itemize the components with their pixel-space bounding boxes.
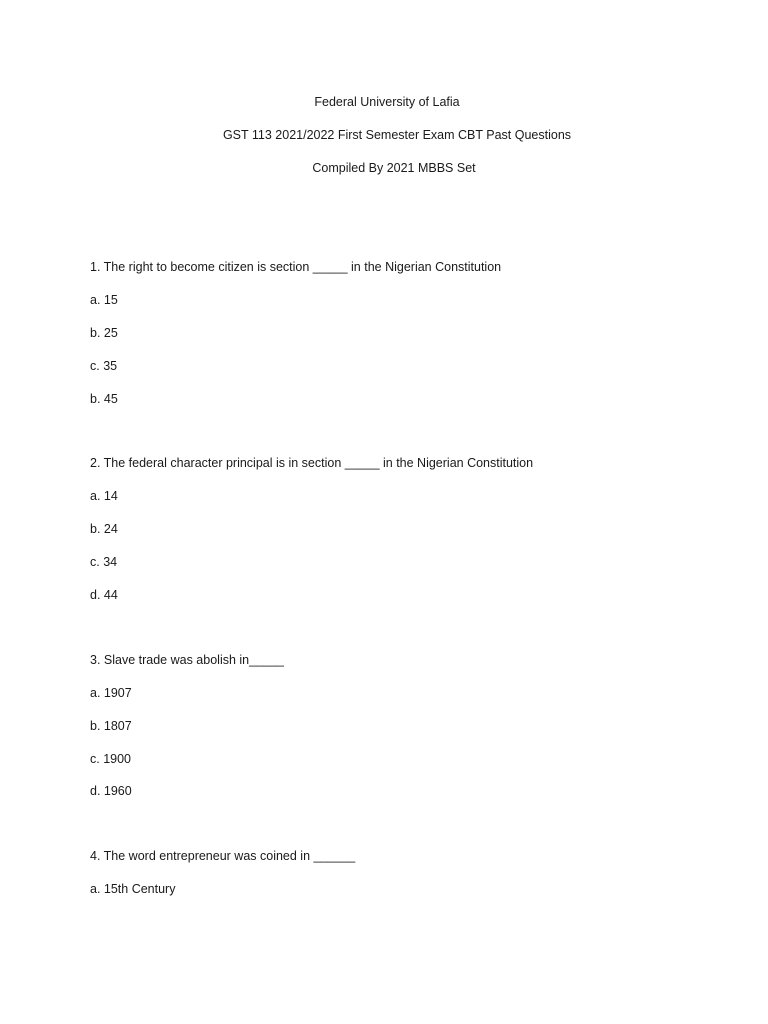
institution-name: Federal University of Lafia (314, 95, 460, 109)
answer-option: c. 35 (90, 358, 118, 373)
answer-option: b. 45 (90, 391, 118, 406)
answer-option: c. 1900 (90, 751, 132, 766)
question-2 (90, 453, 730, 617)
question-4 (90, 846, 730, 912)
answer-option: a. 1907 (90, 685, 132, 700)
answer-option: b. 25 (90, 325, 118, 340)
answer-option: c. 34 (90, 555, 118, 570)
question-text: 4. The word entrepreneur was coined in ______ (90, 849, 356, 864)
answer-option: b. 24 (90, 522, 118, 537)
exam-title: GST 113 2021/2022 First Semester Exam CBT Past Questions (222, 128, 572, 142)
question-text: 2. The federal character principal is in section _____ in the Nigerian Constitution (90, 456, 534, 471)
answer-option: d. 44 (90, 588, 118, 603)
question-list (90, 257, 730, 944)
answer-option: a. 14 (90, 489, 118, 504)
document-header (0, 92, 768, 191)
answer-option: a. 15 (90, 292, 118, 307)
question-text: 1. The right to become citizen is section _____ in the Nigerian Constitution (90, 260, 502, 274)
compiled-by: Compiled By 2021 MBBS Set (312, 161, 476, 175)
question-3 (90, 650, 730, 814)
answer-option: a. 15th Century (90, 882, 176, 897)
answer-option: b. 1807 (90, 718, 132, 733)
question-1 (90, 257, 730, 421)
answer-option: d. 1960 (90, 784, 132, 799)
question-text: 3. Slave trade was abolish in_____ (90, 652, 284, 667)
